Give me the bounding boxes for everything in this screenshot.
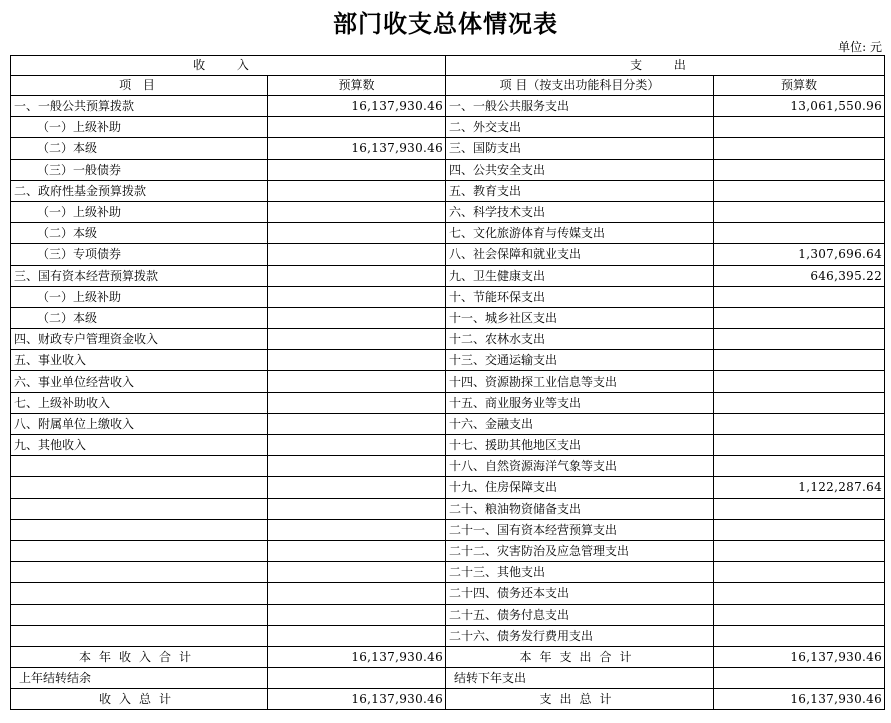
unit-label: 单位: 元: [838, 40, 882, 54]
income-value: [268, 180, 446, 201]
income-item: 八、附属单位上缴收入: [11, 413, 268, 434]
income-item: [11, 604, 268, 625]
income-value: [268, 392, 446, 413]
income-value: [268, 625, 446, 646]
expense-value: [714, 604, 885, 625]
table-row: [11, 498, 885, 519]
carry-row: [11, 668, 885, 689]
expense-value: [714, 371, 885, 392]
income-item: （一）上级补助: [11, 201, 268, 222]
expense-item: 十、节能环保支出: [446, 286, 714, 307]
income-value: [268, 435, 446, 456]
income-value: [268, 498, 446, 519]
expense-value: [714, 159, 885, 180]
expense-item: 九、卫生健康支出: [446, 265, 714, 286]
income-item: [11, 456, 268, 477]
expense-value: [714, 456, 885, 477]
income-item: （三）一般债券: [11, 159, 268, 180]
budget-table: [10, 55, 885, 710]
income-total-value: 16,137,930.46: [268, 689, 446, 710]
page-title: 部门收支总体情况表: [333, 10, 558, 38]
table-row: [11, 519, 885, 540]
income-item: 二、政府性基金预算拨款: [11, 180, 268, 201]
income-total-label: 收入总计: [11, 689, 268, 710]
expense-item: 八、社会保障和就业支出: [446, 244, 714, 265]
expense-value: [714, 223, 885, 244]
expense-item: 二、外交支出: [446, 117, 714, 138]
year-total-row: [11, 646, 885, 667]
table-row: [11, 265, 885, 286]
income-item: 六、事业单位经营收入: [11, 371, 268, 392]
expense-value: [714, 201, 885, 222]
income-year-total-value: 16,137,930.46: [268, 646, 446, 667]
expense-item: 十九、住房保障支出: [446, 477, 714, 498]
income-item: 七、上级补助收入: [11, 392, 268, 413]
income-value: [268, 562, 446, 583]
expense-value: 646,395.22: [714, 265, 885, 286]
income-value: [268, 159, 446, 180]
income-value: 16,137,930.46: [268, 138, 446, 159]
table-row: [11, 540, 885, 561]
expense-item: 五、教育支出: [446, 180, 714, 201]
table-row: [11, 604, 885, 625]
expense-item: 二十五、债务付息支出: [446, 604, 714, 625]
table-row: [11, 96, 885, 117]
expense-value: [714, 562, 885, 583]
income-item: 三、国有资本经营预算拨款: [11, 265, 268, 286]
table-row: [11, 244, 885, 265]
table-row: [11, 435, 885, 456]
table-row: [11, 413, 885, 434]
income-value: [268, 604, 446, 625]
table-row: [11, 286, 885, 307]
table-row: [11, 625, 885, 646]
income-item: （二）本级: [11, 223, 268, 244]
expense-item: 二十四、债务还本支出: [446, 583, 714, 604]
income-budget-header: 预算数: [268, 76, 446, 96]
table-row: [11, 159, 885, 180]
expense-item: 十三、交通运输支出: [446, 350, 714, 371]
income-item: 一、一般公共预算拨款: [11, 96, 268, 117]
table-row: [11, 371, 885, 392]
expense-item: 一、一般公共服务支出: [446, 96, 714, 117]
expense-value: 13,061,550.96: [714, 96, 885, 117]
income-item: [11, 625, 268, 646]
income-item: [11, 562, 268, 583]
column-header-row: [11, 76, 885, 96]
table-row: [11, 307, 885, 328]
expense-item: 三、国防支出: [446, 138, 714, 159]
expense-total-label: 支出总计: [446, 689, 714, 710]
income-value: [268, 223, 446, 244]
expense-value: [714, 307, 885, 328]
expense-item: 十二、农林水支出: [446, 329, 714, 350]
income-header: 收 入: [11, 56, 446, 76]
expense-item: 十六、金融支出: [446, 413, 714, 434]
table-row: [11, 201, 885, 222]
expense-value: [714, 286, 885, 307]
expense-item-header: 项 目（按支出功能科目分类）: [446, 76, 714, 96]
income-value: [268, 117, 446, 138]
income-value: [268, 371, 446, 392]
expense-value: [714, 498, 885, 519]
expense-value: [714, 519, 885, 540]
expense-item: 二十一、国有资本经营预算支出: [446, 519, 714, 540]
table-row: [11, 223, 885, 244]
income-item: [11, 583, 268, 604]
income-year-total-label: 本年收入合计: [11, 646, 268, 667]
income-value: [268, 583, 446, 604]
income-value: [268, 244, 446, 265]
income-item: [11, 540, 268, 561]
expense-item: 二十三、其他支出: [446, 562, 714, 583]
income-value: [268, 350, 446, 371]
income-value: [268, 329, 446, 350]
income-value: [268, 519, 446, 540]
expense-item: 七、文化旅游体育与传媒支出: [446, 223, 714, 244]
table-row: [11, 138, 885, 159]
table-row: [11, 392, 885, 413]
expense-value: [714, 350, 885, 371]
income-value: 16,137,930.46: [268, 96, 446, 117]
income-item: （一）上级补助: [11, 117, 268, 138]
carry-out-label: 结转下年支出: [446, 668, 714, 689]
income-item: （三）专项债券: [11, 244, 268, 265]
expense-value: [714, 435, 885, 456]
expense-item: 十四、资源勘探工业信息等支出: [446, 371, 714, 392]
expense-year-total-label: 本年支出合计: [446, 646, 714, 667]
income-value: [268, 540, 446, 561]
expense-value: [714, 138, 885, 159]
income-value: [268, 265, 446, 286]
expense-item: 二十六、债务发行费用支出: [446, 625, 714, 646]
expense-year-total-value: 16,137,930.46: [714, 646, 885, 667]
expense-item: 二十二、灾害防治及应急管理支出: [446, 540, 714, 561]
expense-header: 支 出: [446, 56, 885, 76]
expense-value: 1,122,287.64: [714, 477, 885, 498]
income-value: [268, 413, 446, 434]
expense-value: 1,307,696.64: [714, 244, 885, 265]
income-item: （一）上级补助: [11, 286, 268, 307]
expense-value: [714, 413, 885, 434]
table-row: [11, 562, 885, 583]
table-row: [11, 477, 885, 498]
income-item: 五、事业收入: [11, 350, 268, 371]
expense-item: 十一、城乡社区支出: [446, 307, 714, 328]
income-item: （二）本级: [11, 307, 268, 328]
expense-item: 十八、自然资源海洋气象等支出: [446, 456, 714, 477]
table-row: [11, 180, 885, 201]
expense-value: [714, 117, 885, 138]
expense-budget-header: 预算数: [714, 76, 885, 96]
expense-value: [714, 180, 885, 201]
income-item: [11, 498, 268, 519]
expense-value: [714, 329, 885, 350]
income-value: [268, 477, 446, 498]
income-item: [11, 519, 268, 540]
expense-value: [714, 625, 885, 646]
carry-in-label: 上年结转结余: [11, 668, 268, 689]
carry-out-value: [714, 668, 885, 689]
income-item: 九、其他收入: [11, 435, 268, 456]
expense-item: 十五、商业服务业等支出: [446, 392, 714, 413]
grand-total-row: [11, 689, 885, 710]
expense-value: [714, 540, 885, 561]
income-item: 四、财政专户管理资金收入: [11, 329, 268, 350]
expense-item: 十七、援助其他地区支出: [446, 435, 714, 456]
expense-item: 六、科学技术支出: [446, 201, 714, 222]
income-value: [268, 286, 446, 307]
income-item: [11, 477, 268, 498]
income-item-header: 项 目: [11, 76, 268, 96]
table-row: [11, 117, 885, 138]
expense-item: 四、公共安全支出: [446, 159, 714, 180]
carry-in-value: [268, 668, 446, 689]
table-row: [11, 583, 885, 604]
income-value: [268, 307, 446, 328]
income-value: [268, 456, 446, 477]
section-header-row: [11, 56, 885, 76]
table-row: [11, 329, 885, 350]
table-row: [11, 456, 885, 477]
expense-total-value: 16,137,930.46: [714, 689, 885, 710]
income-item: （二）本级: [11, 138, 268, 159]
expense-item: 二十、粮油物资储备支出: [446, 498, 714, 519]
expense-value: [714, 392, 885, 413]
table-row: [11, 350, 885, 371]
expense-value: [714, 583, 885, 604]
income-value: [268, 201, 446, 222]
